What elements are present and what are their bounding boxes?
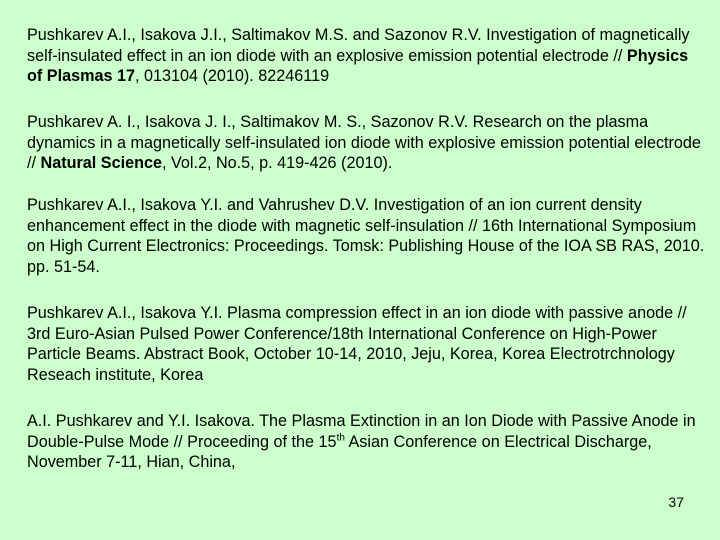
reference-1	[27, 25, 705, 87]
reference-4	[27, 303, 705, 385]
reference-1-text: Pushkarev A.I., Isakova J.I., Saltimakov M.S. and Sazonov R.V. Investigation of magnetically self-insulated effect in an ion diode with an explosive emission potential electrode //	[27, 26, 690, 65]
reference-2-journal: Natural Science	[40, 154, 162, 172]
reference-2-text: Pushkarev A. I., Isakova J. I., Saltimakov M. S., Sazonov R.V. Research on the plasma dynamics in a magnetically self-insulated ion diode with explosive emission potential electrode //	[27, 113, 701, 172]
reference-1-details: , 013104 (2010). 82246119	[134, 67, 330, 85]
reference-2	[27, 112, 705, 174]
reference-4-text: Pushkarev A.I., Isakova Y.I. Plasma compression effect in an ion diode with passive anode // 3rd Euro-Asian Pulsed Power Conference/18th International Conference on High-Power Particle Beams. Abstract Book, October 10-14, 2010, Jeju, Korea, Korea Electrotrchnology Reseach institute, Korea	[27, 304, 687, 384]
reference-5	[27, 411, 705, 473]
reference-2-details: , Vol.2, No.5, p. 419-426 (2010).	[161, 154, 393, 172]
reference-1-journal: Physics of Plasmas 17	[27, 46, 689, 85]
page-number: 37	[668, 494, 684, 510]
reference-3-text: Pushkarev A.I., Isakova Y.I. and Vahrushev D.V. Investigation of an ion current density enhancement effect in the diode with magnetic self-insulation // 16th International Symposium on High Current Electronics: Proceedings. Tomsk: Publishing House of the IOA SB RAS, 2010. pp. 51-54.	[27, 196, 705, 276]
reference-5-details: Asian Conference on Electrical Discharge, November 7-11, Hian, China,	[27, 432, 652, 471]
reference-5-text: A.I. Pushkarev and Y.I. Isakova. The Plasma Extinction in an Ion Diode with Passive Anode in Double-Pulse Mode // Proceeding of the 15	[27, 412, 696, 451]
reference-5-superscript: th	[336, 432, 345, 444]
reference-3	[27, 195, 705, 277]
